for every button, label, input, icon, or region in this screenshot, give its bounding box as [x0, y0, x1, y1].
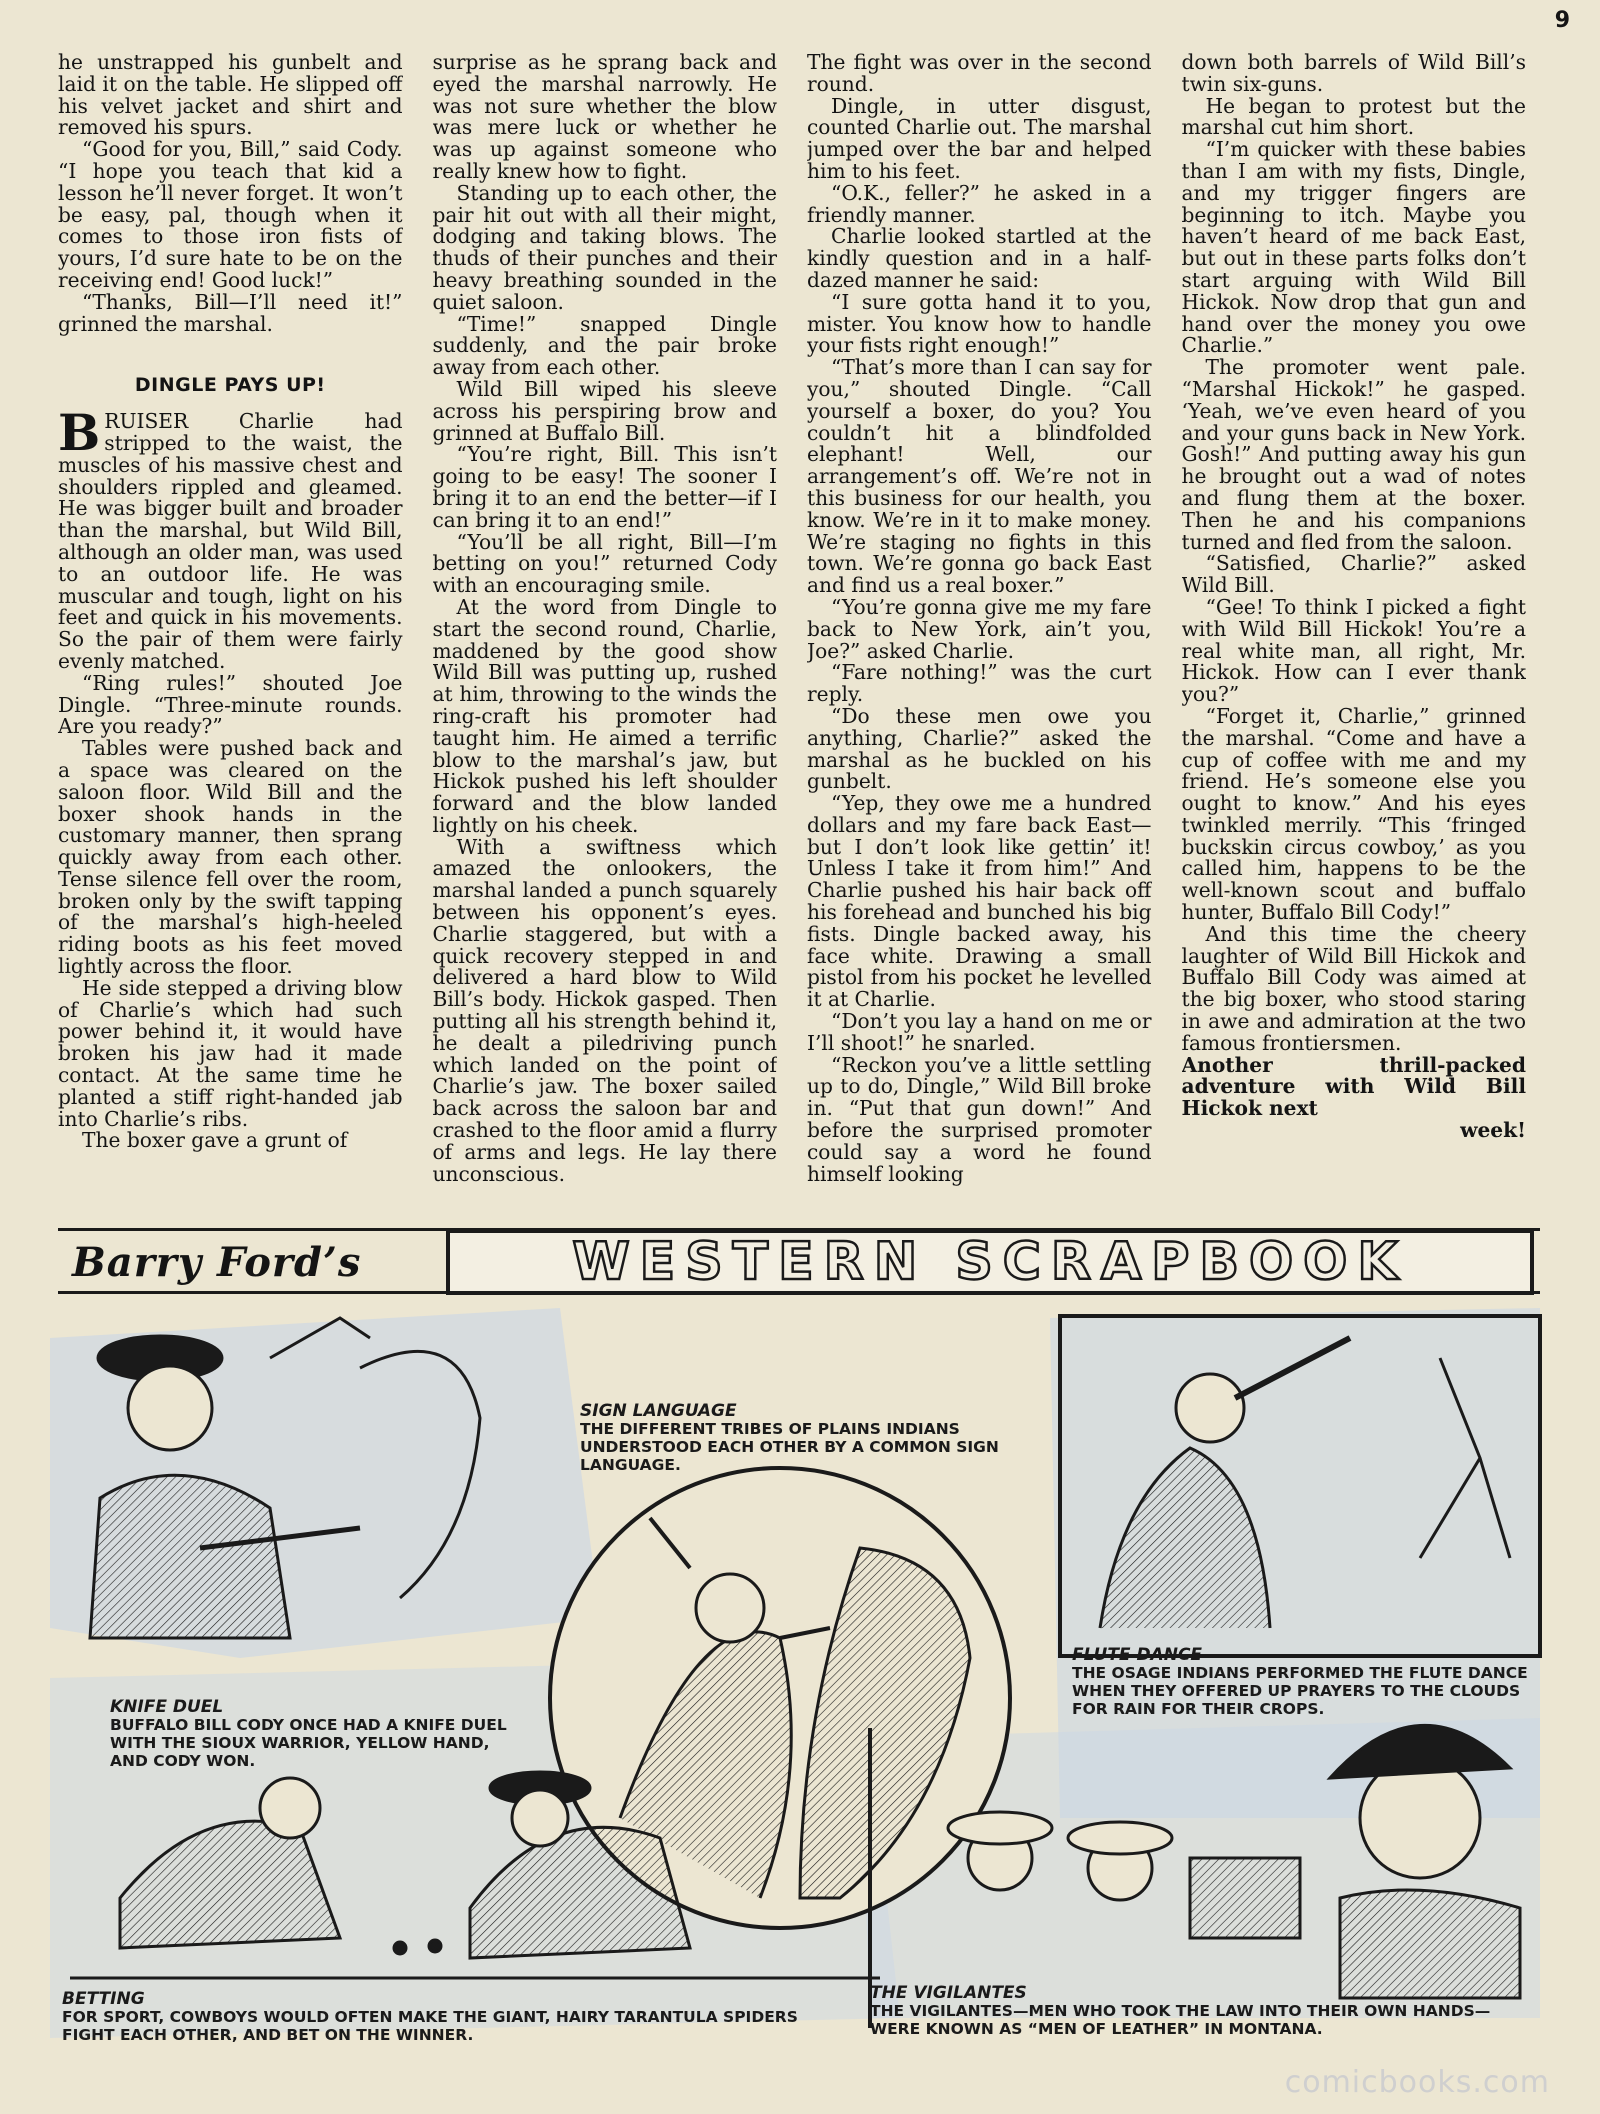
caption-title: KNIFE DUEL	[110, 1697, 224, 1717]
cabin-icon	[1190, 1858, 1300, 1938]
section-heading: DINGLE PAYS UP!	[134, 374, 326, 397]
scrapbook-author: Barry Ford’s	[72, 1239, 362, 1286]
caption-text: THE OSAGE INDIANS PERFORMED THE FLUTE DANCE WHEN THEY OFFERED UP PRAYERS TO THE CLOUDS FOR RAIN FOR THEIR CROPS.	[1072, 1664, 1528, 1718]
paragraph: The fight was over in the second round.	[807, 52, 1152, 96]
paragraph: down both barrels of Wild Bill’s twin six-guns.	[1181, 52, 1526, 96]
paragraph: “Yep, they owe me a hundred dollars and my fare back East—but I don’t look like gettin’ it! Unless I take it from him!” And Charlie pushed his hair back off his forehead and bunched his big fists. Dingle backed away, his face white. Drawing a small pistol from his pocket he levelled it at Charlie.	[807, 791, 1152, 1012]
paragraph: Charlie looked startled at the kindly question and in a half-dazed manner he said:	[807, 224, 1152, 292]
paragraph: surprise as he sprang back and eyed the marshal narrowly. He was not sure whether the blow was mere luck or whether he was up against someone who really knew how to fight.	[432, 52, 777, 183]
paragraph: “I sure gotta hand it to you, mister. You know how to handle your fists right enough!”	[807, 289, 1152, 358]
caption-title: SIGN LANGUAGE	[580, 1401, 737, 1421]
paragraph: “Time!” snapped Dingle suddenly, and the pair broke away from each other.	[432, 311, 777, 380]
paragraph: And this time the cheery laughter of Wild Bill Hickok and Buffalo Bill Cody was aimed at the big boxer, who stood staring in awe and admiration at the two famous frontiersmen.	[1181, 921, 1526, 1055]
page-number: 9	[1554, 8, 1570, 33]
paragraph: “You’re gonna give me my fare back to New York, ain’t you, Joe?” asked Charlie.	[807, 594, 1152, 663]
story-column-4	[1182, 52, 1527, 1202]
scrapbook-title-box	[446, 1229, 1534, 1295]
western-scrapbook	[40, 1218, 1560, 2064]
paragraph: “Gee! To think I picked a fight with Wild Bill Hickok! You’re a real white man, all right, Mr. Hickok. How can I ever thank you?”	[1181, 594, 1526, 707]
paragraph: “Reckon you’ve a little settling up to do, Dingle,” Wild Bill broke in. “Put that gun down!” And before the surprised promoter could say a word he found himself looking	[807, 1052, 1152, 1186]
paragraph: At the word from Dingle to start the second round, Charlie, maddened by the good show Wild Bill was putting up, rushed at him, throwing to the winds the ring-craft his promoter had taught him. He aimed a terrific blow to the marshal’s jaw, but Hickok pushed his left shoulder forward and the blow landed lightly on his cheek.	[432, 594, 777, 837]
face-icon	[1176, 1374, 1244, 1442]
caption-title: BETTING	[62, 1989, 145, 2009]
caption-sign-language	[580, 1402, 1050, 1474]
drop-cap: B	[58, 403, 101, 463]
closing-line: week!	[1460, 1118, 1526, 1143]
face-icon	[696, 1574, 764, 1642]
paragraph: “Forget it, Charlie,” grinned the marshal. “Come and have a cup of coffee with me and my friend. He’s someone else you ought to know.” And his eyes twinkled merrily. “This ‘fringed buckskin circus cowboy,’ as you called him, happens to be the well-known scout and buffalo hunter, Buffalo Bill Cody!”	[1181, 703, 1526, 925]
hat-icon	[1068, 1822, 1172, 1854]
scrapbook-title: WESTERN SCRAPBOOK	[572, 1232, 1408, 1292]
watermark: comicbooks.com	[1284, 2065, 1550, 2100]
paragraph: He began to protest but the marshal cut him short.	[1181, 93, 1526, 140]
tarantula-icon	[394, 1942, 406, 1954]
paragraph: “Don’t you lay a hand on me or I’ll shoot!” he snarled.	[807, 1009, 1152, 1055]
story-column-3	[807, 52, 1152, 1202]
paragraph: he unstrapped his gunbelt and laid it on the table. He slipped off his velvet jacket and shirt and removed his spurs.	[58, 52, 403, 140]
story-columns	[58, 52, 1526, 1202]
paragraph: “That’s more than I can say for you,” shouted Dingle. “Call yourself a boxer, do you? You couldn’t hit a blindfolded elephant! Well, our arrangement’s off. We’re not in this business for our health, you know. We’re in it to make money. We’re staging no fights in this town. We’re gonna go back East and find us a real boxer.”	[807, 355, 1152, 598]
paragraph: “Satisfied, Charlie?” asked Wild Bill.	[1181, 551, 1526, 598]
scrapbook-banner	[58, 1228, 1540, 1294]
caption-text: FOR SPORT, COWBOYS WOULD OFTEN MAKE THE GIANT, HAIRY TARANTULA SPIDERS FIGHT EACH OTHER, AND BET ON THE WINNER.	[62, 2008, 798, 2044]
paragraph: “Do these men owe you anything, Charlie?” asked the marshal as he buckled on his gunbelt.	[807, 703, 1152, 794]
paragraph: Tables were pushed back and a space was cleared on the saloon floor. Wild Bill and the boxer shook hands in the customary manner, then sprang quickly away from each other. Tense silence fell over the room, broken only by the swift tapping of the marshal’s high-heeled riding boots as his feet moved lightly across the floor.	[58, 736, 403, 979]
face-icon	[260, 1778, 320, 1838]
paragraph: The boxer gave a grunt of	[82, 1128, 348, 1153]
caption-text: BUFFALO BILL CODY ONCE HAD A KNIFE DUEL WITH THE SIOUX WARRIOR, YELLOW HAND, AND CODY WON.	[110, 1716, 507, 1770]
paragraph: “You’re right, Bill. This isn’t going to be easy! The sooner I bring it to an end the better—if I can bring it to an end!”	[432, 442, 777, 532]
hat-icon	[948, 1812, 1052, 1844]
caption-betting	[62, 1990, 822, 2044]
paragraph: “Ring rules!” shouted Joe Dingle. “Three-minute rounds. Are you ready?”	[58, 670, 403, 739]
caption-text: THE DIFFERENT TRIBES OF PLAINS INDIANS UNDERSTOOD EACH OTHER BY A COMMON SIGN LANGUAGE.	[580, 1420, 999, 1474]
paragraph: The promoter went pale. “Marshal Hickok!” he gasped. ‘Yeah, we’ve even heard of you and your guns back in New York. Gosh!” And putting away his gun he brought out a wad of notes and flung them at the boxer. Then he and his companions turned and fled from the saloon.	[1181, 355, 1526, 554]
tarantula-icon	[429, 1940, 441, 1952]
coat-icon	[1340, 1890, 1520, 1998]
paragraph: With a swiftness which amazed the onlookers, the marshal landed a punch squarely between his opponent’s eyes. Charlie staggered, but with a quick recovery stepped in and delivered a hard blow to Wild Bill’s body. Hickok gasped. Then putting all his strength behind it, he dealt a piledriving punch which landed on the point of Charlie’s jaw. The boxer sailed back across the saloon bar and crashed to the floor amid a flurry of arms and legs. He lay there unconscious.	[432, 834, 777, 1186]
face-icon	[512, 1790, 568, 1846]
closing-line: Another thrill-packed adventure with Wild Bill Hickok next	[1181, 1052, 1526, 1121]
caption-title: FLUTE DANCE	[1072, 1645, 1203, 1665]
caption-text: THE VIGILANTES—MEN WHO TOOK THE LAW INTO THEIR OWN HANDS—WERE KNOWN AS “MEN OF LEATHER” IN MONTANA.	[870, 2002, 1491, 2038]
paragraph: “O.K., feller?” he asked in a friendly manner.	[807, 180, 1152, 227]
caption-knife-duel	[110, 1698, 530, 1770]
paragraph: “I’m quicker with these babies than I am with my fists, Dingle, and my trigger fingers are beginning to itch. Maybe you haven’t heard of me back East, but out in these parts folks don’t start arguing with Wild Bill Hickok. Now drop that gun and hand over the money you owe Charlie.”	[1181, 137, 1526, 358]
story-column-1	[58, 52, 403, 1202]
paragraph: “Good for you, Bill,” said Cody. “I hope you teach that kid a lesson he’ll never forget. It won’t be easy, pal, though when it comes to those iron fists of yours, I’d sure hate to be on the receiving end! Good luck!”	[58, 137, 403, 292]
story-column-2	[433, 52, 778, 1202]
paragraph: He side stepped a driving blow of Charlie’s which had such power behind it, it would have broken his jaw had it made contact. At the same time he planted a stiff right-handed jab into Charlie’s ribs.	[58, 975, 403, 1131]
paragraph: Dingle, in utter disgust, counted Charlie out. The marshal jumped over the bar and helped him to his feet.	[807, 93, 1152, 183]
paragraph: Standing up to each other, the pair hit out with all their might, dodging and taking blows. The thuds of their punches and their heavy breathing sounded in the quiet saloon.	[432, 180, 777, 314]
paragraph: RUISER Charlie had stripped to the waist, the muscles of his massive chest and shoulders rippled and gleamed. He was bigger built and broader than the marshal, but Wild Bill, although an older man, was used to an outdoor life. He was muscular and tough, light on his feet and quick in his movements. So the pair of them were fairly evenly matched.	[58, 409, 403, 673]
face-icon	[128, 1366, 212, 1450]
paragraph: Wild Bill wiped his sleeve across his perspiring brow and grinned at Buffalo Bill.	[432, 376, 777, 445]
paragraph: “Thanks, Bill—I’ll need it!” grinned the marshal.	[58, 289, 403, 336]
paragraph: “You’ll be all right, Bill—I’m betting on you!” returned Cody with an encouraging smile.	[432, 529, 777, 598]
caption-flute-dance	[1072, 1646, 1542, 1718]
paragraph: “Fare nothing!” was the curt reply.	[807, 660, 1152, 707]
caption-title: THE VIGILANTES	[870, 1983, 1027, 2003]
caption-vigilantes	[870, 1984, 1510, 2038]
